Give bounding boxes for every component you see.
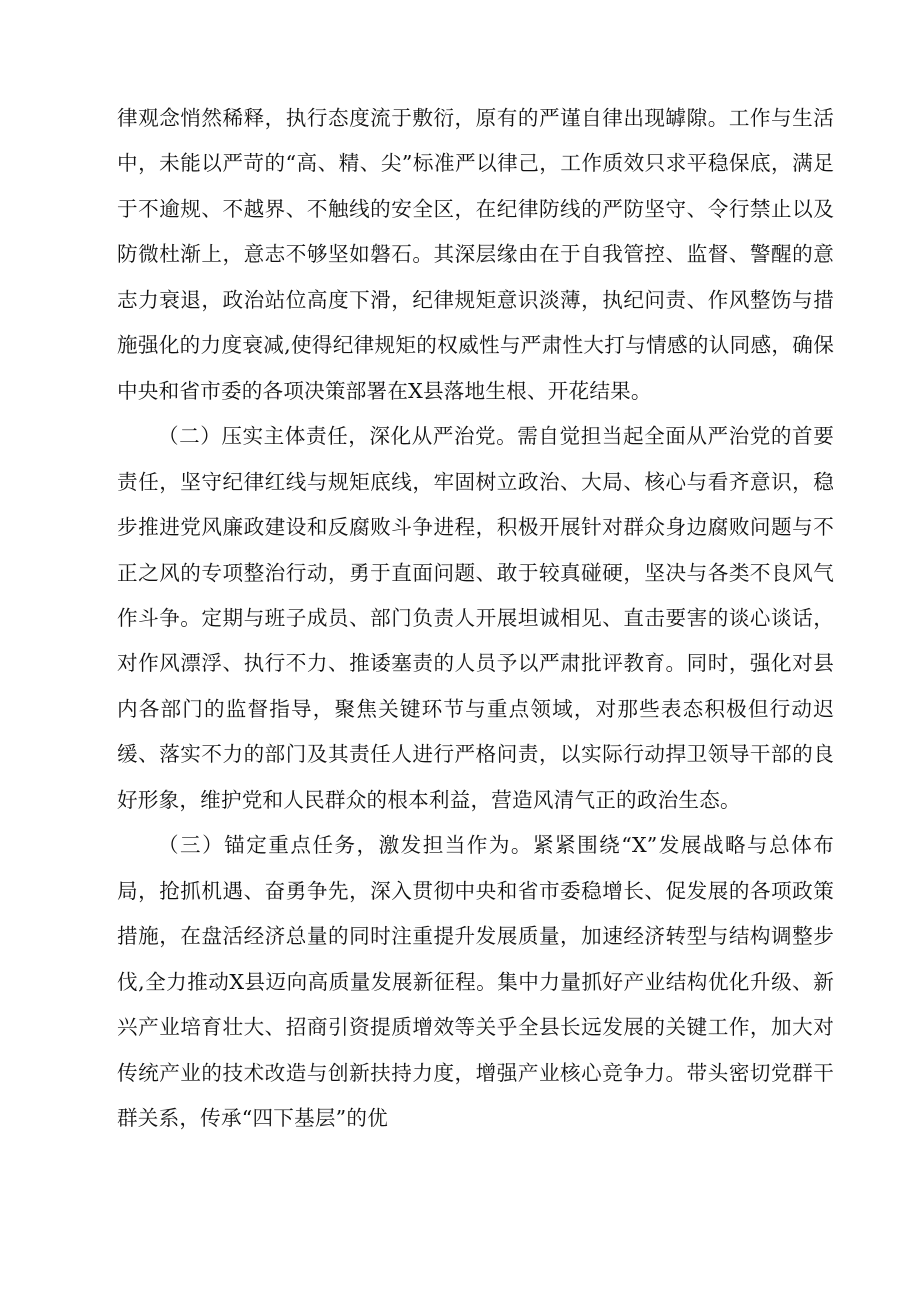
paragraph-section-2: （二）压实主体责任，深化从严治党。需自觉担当起全面从严治党的首要责任，坚守纪律红线与规矩底线，牢固树立政治、大局、核心与看齐意识，稳步推进党风廉政建设和反腐败斗争进程，积极开展针对群众身边腐败问题与不正之风的专项整治行动，勇于直面问题、敢于较真碰硬，坚决与各类不良风气作斗争。定期与班子成员、部门负责人开展坦诚相见、直击要害的谈心谈话，对作风漂浮、执行不力、推诿塞责的人员予以严肃批评教育。同时，强化对县内各部门的监督指导，聚焦关键环节与重点领域，对那些表态积极但行动迟缓、落实不力的部门及其责任人进行严格问责，以实际行动捍卫领导干部的良好形象，维护党和人民群众的根本利益，营造风清气正的政治生态。 [117,424,834,812]
paragraph-section-3: （三）锚定重点任务，激发担当作为。紧紧围绕“X”发展战略与总体布局，抢抓机遇、奋勇争先，深入贯彻中央和省市委稳增长、促发展的各项政策措施，在盘活经济总量的同时注重提升发展质量，加速经济转型与结构调整步伐,全力推动X县迈向高质量发展新征程。集中力量抓好产业结构优化升级、新兴产业培育壮大、招商引资提质增效等关乎全县长远发展的关键工作，加大对传统产业的技术改造与创新扶持力度，增强产业核心竞争力。带头密切党群干群关系，传承“四下基层”的优 [117,833,834,1130]
paragraph-continuation: 律观念悄然稀释，执行态度流于敷衍，原有的严谨自律出现罅隙。工作与生活中，未能以严苛的“高、精、尖”标准严以律己，工作质效只求平稳保底，满足于不逾规、不越界、不触线的安全区，在纪律防线的严防坚守、令行禁止以及防微杜渐上，意志不够坚如磐石。其深层缘由在于自我管控、监督、警醒的意志力衰退，政治站位高度下滑，纪律规矩意识淡薄，执纪问责、作风整饬与措施强化的力度衰减,使得纪律规矩的权威性与严肃性大打与情感的认同感，确保中央和省市委的各项决策部署在X县落地生根、开花结果。 [117,106,834,403]
document-body [117,96,834,1141]
